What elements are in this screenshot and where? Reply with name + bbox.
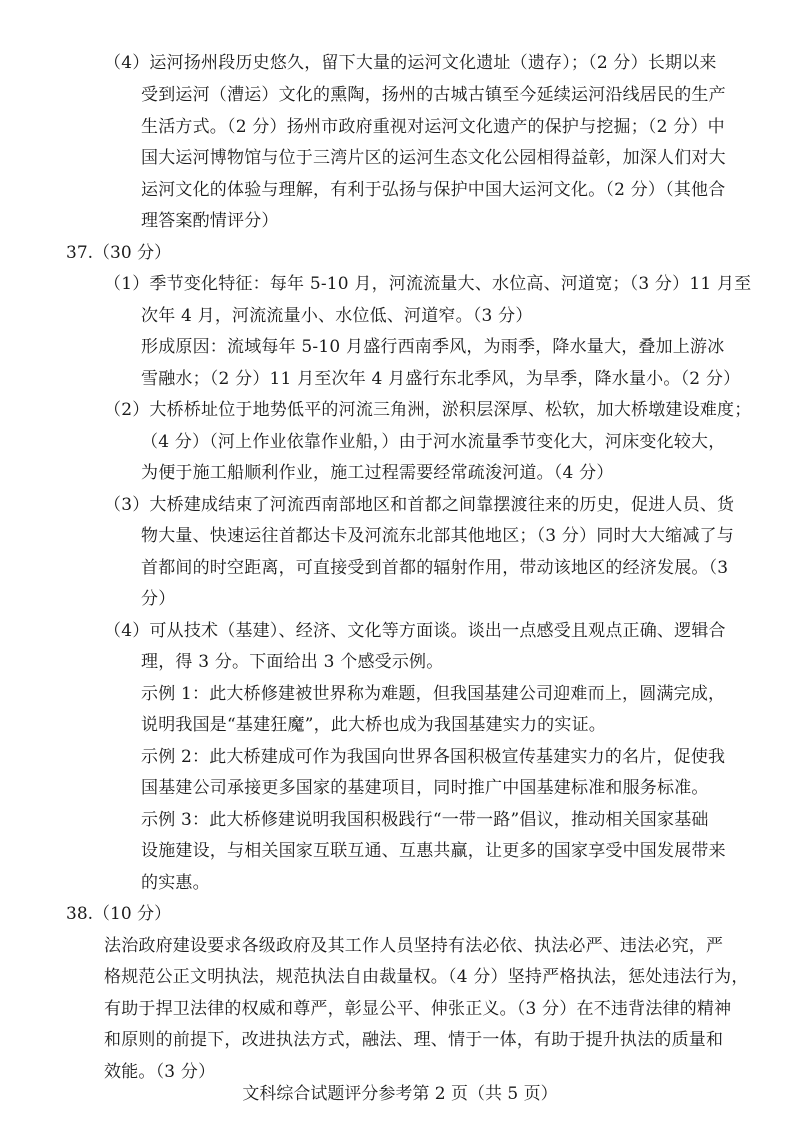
q38-line-4: 和原则的前提下，改进执法方式，融法、理、情于一体，有助于提升执法的质量和 bbox=[104, 1030, 724, 1050]
q37-part1-line-4: 雪融水；（2 分）11 月至次年 4 月盛行东北季风，为旱季，降水量小。（2 分） bbox=[141, 369, 741, 389]
q37-part1-line-1: （1）季节变化特征：每年 5-10 月，河流流量大、水位高、河道宽；（3 分）11 月至 bbox=[104, 274, 752, 294]
q37-part1-line-2: 次年 4 月，河流流量小、水位低、河道窄。（3 分） bbox=[141, 306, 533, 326]
q38-line-5: 效能。（3 分） bbox=[104, 1062, 216, 1082]
q36-part4-line-3: 生活方式。（2 分）扬州市政府重视对运河文化遗产的保护与挖掘；（2 分）中 bbox=[141, 117, 725, 137]
q37-part4-line-7: 示例 3：此大桥修建说明我国积极践行“一带一路”倡议，推动相关国家基础 bbox=[141, 810, 709, 830]
q38-line-3: 有助于捍卫法律的权威和尊严，彰显公平、伸张正义。（3 分）在不违背法律的精神 bbox=[104, 999, 732, 1019]
q36-part4-line-2: 受到运河（漕运）文化的熏陶，扬州的古城古镇至今延续运河沿线居民的生产 bbox=[141, 85, 726, 105]
q37-part3-line-1: （3）大桥建成结束了河流西南部地区和首都之间靠摆渡往来的历史，促进人员、货 bbox=[104, 495, 735, 515]
q37-part4-line-6: 国基建公司承接更多国家的基建项目，同时推广中国基建标准和服务标准。 bbox=[141, 778, 709, 798]
q37-part2-line-2: （4 分）（河上作业依靠作业船，）由于河水流量季节变化大，河床变化较大， bbox=[141, 432, 726, 452]
q37-part2-line-3: 为便于施工船顺利作业，施工过程需要经常疏浚河道。（4 分） bbox=[141, 463, 614, 483]
q37-part4-line-1: （4）可从技术（基建）、经济、文化等方面谈。谈出一点感受且观点正确、逻辑合 bbox=[104, 621, 726, 641]
q36-part4-line-6: 理答案酌情评分） bbox=[141, 211, 279, 231]
q36-part4-line-4: 国大运河博物馆与位于三湾片区的运河生态文化公园相得益彰，加深人们对大 bbox=[141, 148, 726, 168]
q37-part3-line-4: 分） bbox=[141, 589, 176, 609]
q38-line-1: 法治政府建设要求各级政府及其工作人员坚持有法必依、执法必严、违法必究，严 bbox=[104, 936, 724, 956]
q37-part3-line-2: 物大量、快速运往首都达卡及河流东北部其他地区；（3 分）同时大大缩减了与 bbox=[141, 526, 734, 546]
q37-part3-line-3: 首都间的时空距离，可直接受到首都的辐射作用，带动该地区的经济发展。（3 bbox=[141, 558, 729, 578]
q37-part4-line-8: 设施建设，与相关国家互联互通、互惠共赢，让更多的国家享受中国发展带来 bbox=[141, 841, 726, 861]
q37-header: 37.（30 分） bbox=[66, 243, 172, 263]
q36-part4-line-5: 运河文化的体验与理解，有利于弘扬与保护中国大运河文化。（2 分）（其他合 bbox=[141, 180, 726, 200]
page-footer: 文科综合试题评分参考第 2 页（共 5 页） bbox=[242, 1084, 558, 1104]
q37-part4-line-9: 的实惠。 bbox=[141, 873, 210, 893]
q37-part4-line-2: 理，得 3 分。下面给出 3 个感受示例。 bbox=[141, 652, 444, 672]
q38-line-2: 格规范公正文明执法，规范执法自由裁量权。（4 分）坚持严格执法，惩处违法行为， bbox=[104, 967, 749, 987]
q37-part4-line-4: 说明我国是“基建狂魔”，此大桥也成为我国基建实力的实证。 bbox=[141, 715, 606, 735]
q37-part2-line-1: （2）大桥桥址位于地势低平的河流三角洲，淤积层深厚、松软，加大桥墩建设难度； bbox=[104, 400, 752, 420]
q36-part4-line-1: （4）运河扬州段历史悠久，留下大量的运河文化遗址（遗存）；（2 分）长期以来 bbox=[104, 53, 717, 73]
q37-part1-line-3: 形成原因：流域每年 5-10 月盛行西南季风，为雨季，降水量大，叠加上游冰 bbox=[141, 337, 725, 357]
q37-part4-line-5: 示例 2：此大桥建成可作为我国向世界各国积极宣传基建实力的名片，促使我 bbox=[141, 747, 726, 767]
q38-header: 38.（10 分） bbox=[66, 904, 172, 924]
q37-part4-line-3: 示例 1：此大桥修建被世界称为难题，但我国基建公司迎难而上，圆满完成， bbox=[141, 684, 726, 704]
